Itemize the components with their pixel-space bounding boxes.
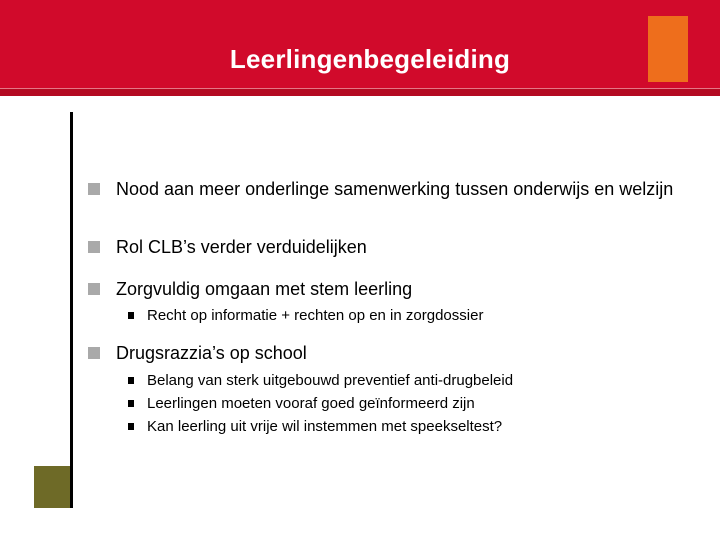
square-bullet-icon [88, 283, 100, 295]
bullet-item [88, 279, 688, 300]
sub-bullet-text: Belang van sterk uitgebouwd preventief anti-drugbeleid [147, 372, 514, 389]
bullet-item [88, 343, 688, 364]
bullet-text: Nood aan meer onderlinge samenwerking tussen onderwijs en welzijn [116, 179, 674, 199]
sub-bullet-item [128, 417, 688, 437]
square-bullet-icon [88, 183, 100, 195]
bullet-text: Drugsrazzia’s op school [116, 343, 307, 363]
small-square-bullet-icon [128, 312, 134, 319]
sub-bullet-text: Kan leerling uit vrije wil instemmen met speekseltest? [147, 418, 503, 435]
title-bar-underline [0, 88, 720, 96]
sub-bullet-text: Leerlingen moeten vooraf goed geïnformeerd zijn [147, 395, 475, 412]
square-bullet-icon [88, 347, 100, 359]
slide-title: Leerlingenbegeleiding [229, 44, 511, 74]
sub-bullet-item [128, 306, 688, 326]
small-square-bullet-icon [128, 377, 134, 384]
small-square-bullet-icon [128, 400, 134, 407]
olive-corner-block [34, 466, 70, 508]
bullet-item [88, 179, 688, 200]
bullet-text: Rol CLB’s verder verduidelijken [116, 237, 367, 257]
sub-bullet-item [128, 394, 688, 414]
square-bullet-icon [88, 241, 100, 253]
left-vertical-rule [70, 112, 73, 508]
sub-bullet-text: Recht op informatie + rechten op en in zorgdossier [147, 307, 484, 324]
bullet-item [88, 237, 688, 258]
sub-bullet-item [128, 371, 688, 391]
small-square-bullet-icon [128, 423, 134, 430]
bullet-text: Zorgvuldig omgaan met stem leerling [116, 279, 413, 299]
